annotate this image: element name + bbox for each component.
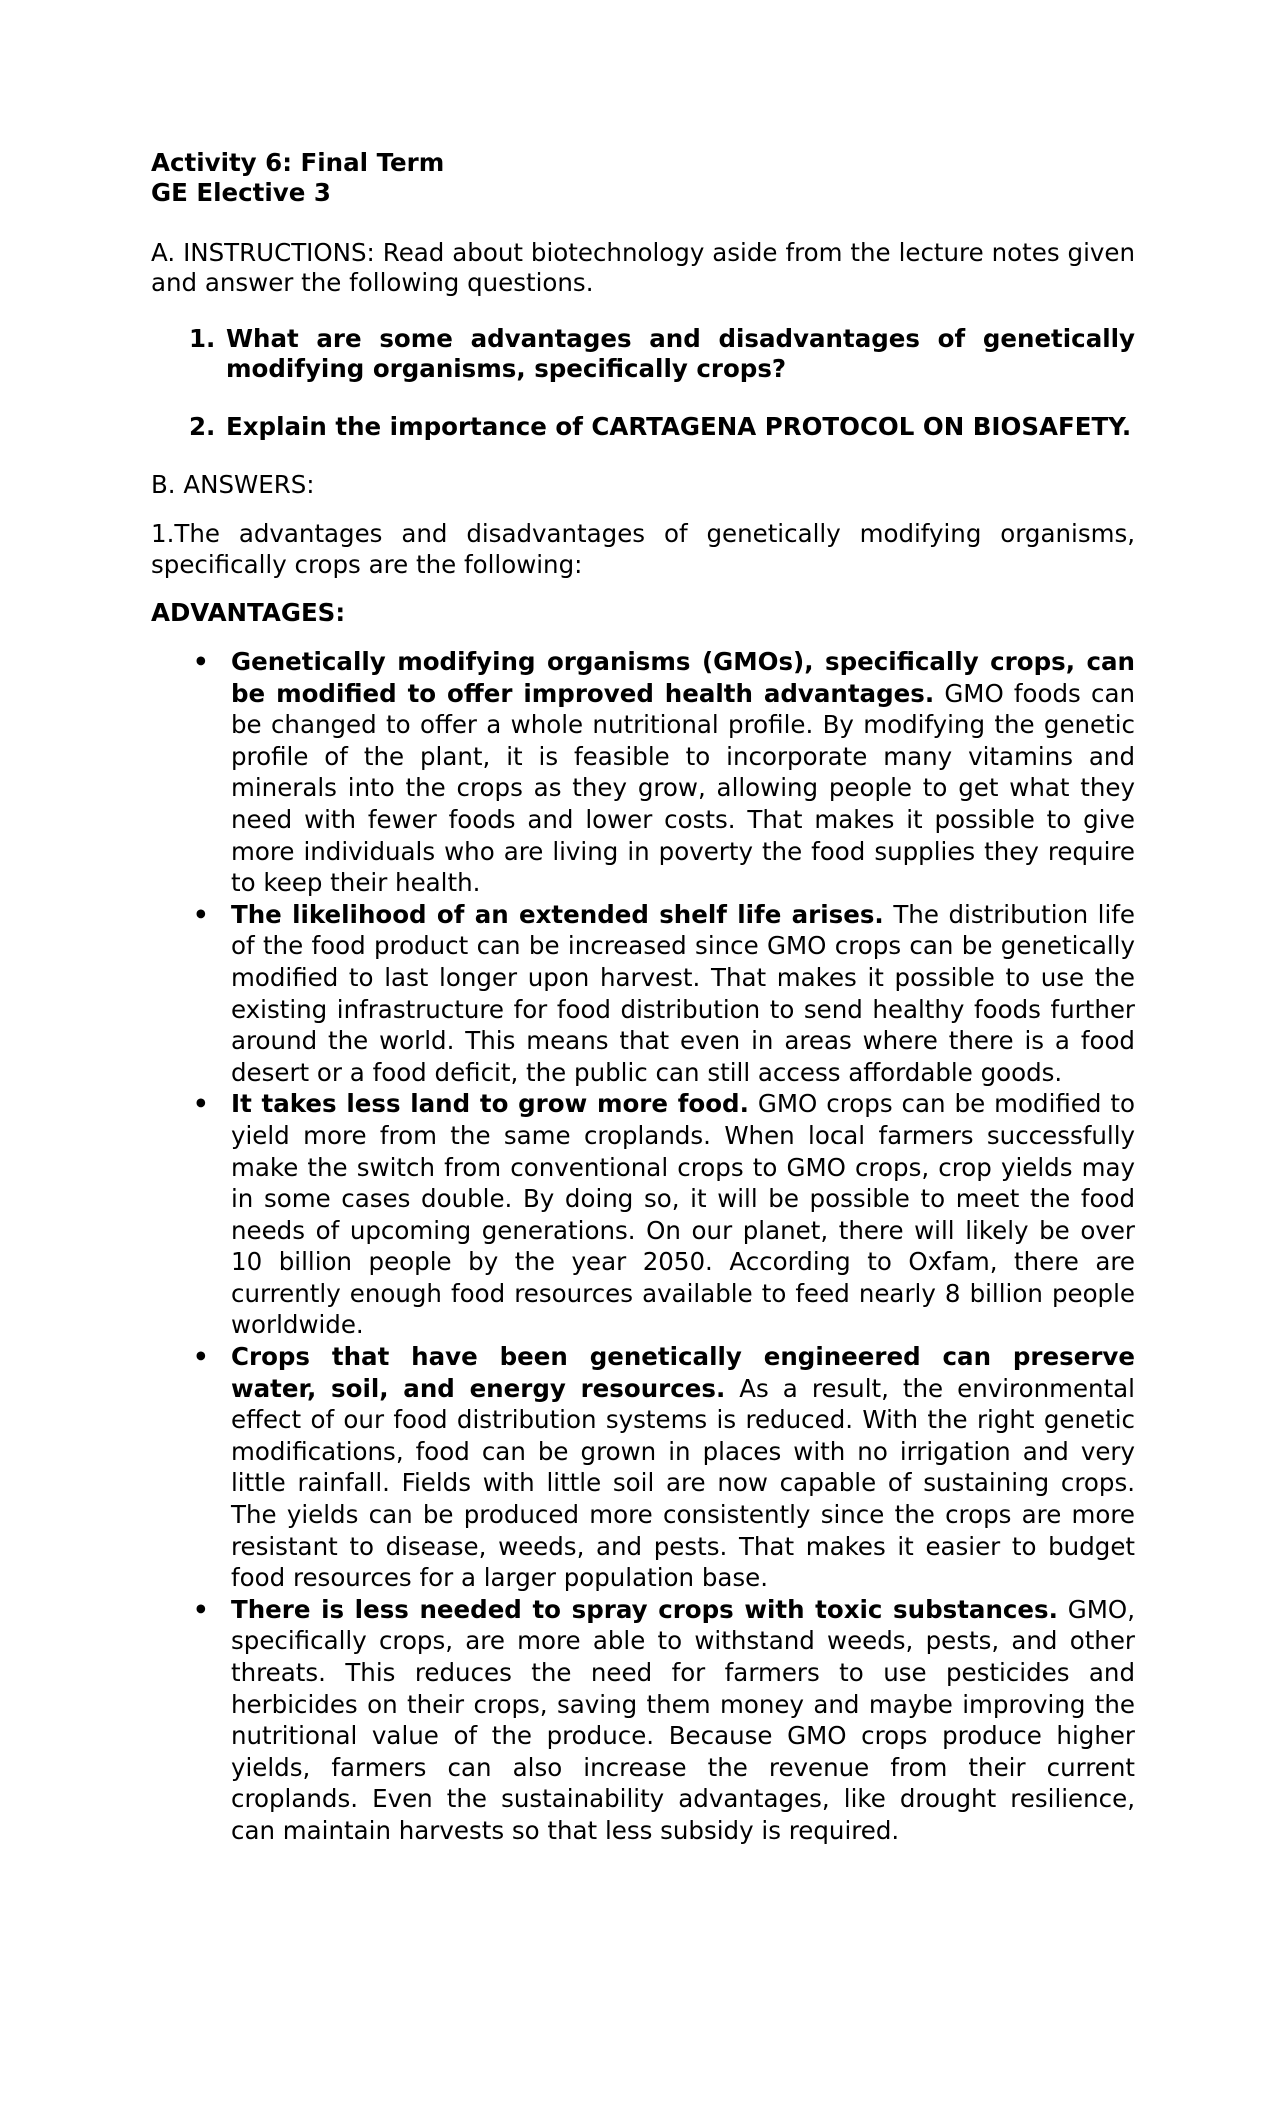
question-text: Explain the importance of CARTAGENA PROTOCOL ON BIOSAFETY. <box>226 412 1132 441</box>
title-line-1: Activity 6: Final Term <box>151 148 445 177</box>
question-number: 2. <box>189 412 216 441</box>
answers-heading: B. ANSWERS: <box>151 470 315 499</box>
advantage-item <box>151 1088 1135 1341</box>
advantage-item <box>151 899 1135 1089</box>
questions-list <box>151 324 1135 442</box>
advantage-lead: Genetically modifying organisms (GMOs), specifically crops, can be modified to offer improved health advantages. <box>231 647 1135 708</box>
advantage-body: GMO, specifically crops, are more able to withstand weeds, pests, and other threats. This reduces the need for farmers to use pesticides and herbicides on their crops, saving them money and maybe improving the nutritional value of the produce. Because GMO crops produce higher yields, farmers can also increase the revenue from their current croplands. Even the sustainability advantages, like drought resilience, can maintain harvests so that less subsidy is required. <box>231 1594 1135 1845</box>
bullet-icon: • <box>193 1342 209 1372</box>
advantage-body: GMO crops can be modified to yield more from the same croplands. When local farmers successfully make the switch from conventional crops to GMO crops, crop yields may in some cases double. By doing so, it will be possible to meet the food needs of upcoming generations. On our planet, there will likely be over 10 billion people by the year 2050. According to Oxfam, there are currently enough food resources available to feed nearly 8 billion people worldwide. <box>231 1089 1136 1340</box>
advantages-list <box>151 646 1135 1847</box>
advantage-item <box>151 1594 1135 1847</box>
bullet-icon: • <box>193 899 209 929</box>
advantages-heading: ADVANTAGES: <box>151 598 346 627</box>
advantage-body: GMO foods can be changed to offer a whole nutritional profile. By modifying the genetic profile of the plant, it is feasible to incorporate many vitamins and minerals into the crops as they grow, allowing people to get what they need with fewer foods and lower costs. That makes it possible to give more individuals who are living in poverty the food supplies they require to keep their health. <box>231 678 1136 898</box>
question-item <box>151 324 1135 384</box>
question-item <box>151 412 1135 442</box>
bullet-icon: • <box>193 1594 209 1624</box>
advantage-body: As a result, the environmental effect of our food distribution systems is reduced. With the right genetic modifications, food can be grown in places with no irrigation and very little rainfall. Fields with little soil are now capable of sustaining crops. The yields can be produced more consistently since the crops are more resistant to disease, weeds, and pests. That makes it easier to budget food resources for a larger population base. <box>231 1373 1135 1593</box>
document-title <box>151 148 1135 208</box>
advantage-lead: The likelihood of an extended shelf life arises. <box>231 899 884 929</box>
advantage-item <box>151 1341 1135 1594</box>
bullet-icon: • <box>193 1089 209 1119</box>
document-page <box>151 148 1135 1847</box>
question-text: What are some advantages and disadvantages of genetically modifying organisms, specifically crops? <box>226 324 1135 383</box>
instructions-paragraph: A. INSTRUCTIONS: Read about biotechnology aside from the lecture notes given and answer the following questions. <box>151 238 1135 297</box>
advantage-item <box>151 646 1135 899</box>
title-line-2: GE Elective 3 <box>151 178 331 207</box>
answer-intro: 1.The advantages and disadvantages of genetically modifying organisms, specifically crops are the following: <box>151 519 1135 579</box>
advantage-lead: Crops that have been genetically engineered can preserve water, soil, and energy resources. <box>231 1342 1135 1403</box>
advantage-lead: It takes less land to grow more food. <box>231 1089 749 1119</box>
question-number: 1. <box>189 324 216 353</box>
advantage-lead: There is less needed to spray crops with toxic substances. <box>231 1594 1058 1624</box>
advantage-body: The distribution life of the food product can be increased since GMO crops can be genetically modified to last longer upon harvest. That makes it possible to use the existing infrastructure for food distribution to send healthy foods further around the world. This means that even in areas where there is a food desert or a food deficit, the public can still access affordable goods. <box>231 899 1135 1087</box>
bullet-icon: • <box>193 647 209 676</box>
